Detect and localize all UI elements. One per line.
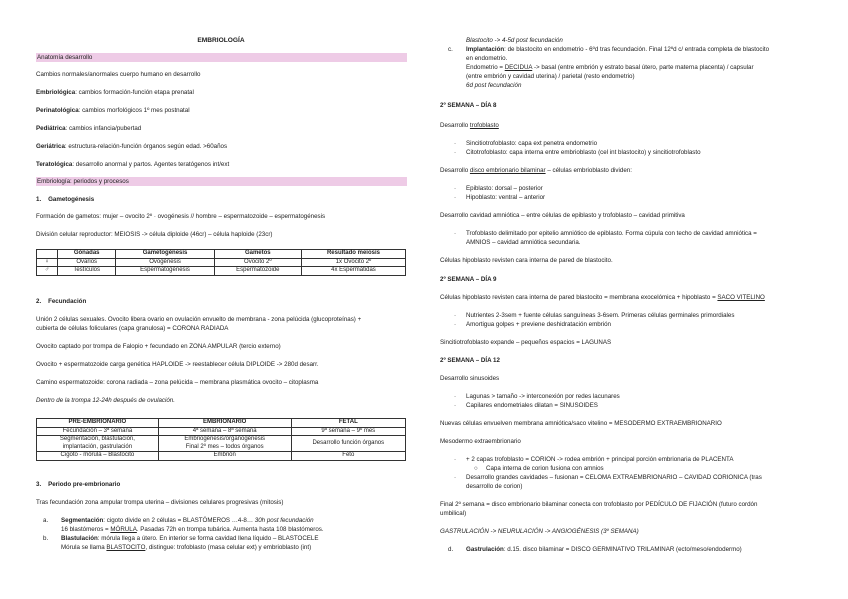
bullet-icon: · <box>454 194 457 201</box>
table-cell: Feto <box>291 452 405 461</box>
pediculo-paragraph-b: umbilical) <box>440 510 467 517</box>
blastocito-line: Blastocito -> 4-5d post fecundación <box>466 37 563 44</box>
item-c-line-3: Endometrio = DECIDUA -> basal (entre embrión y estrato basal útero, parte materna placenta) / capsular <box>466 64 754 71</box>
fecundacion-paragraph-1b: cubierta de células foliculares (capa granulosa) = CORONA RADIADA <box>36 325 229 332</box>
table-cell: 9ª semana – 9º mes <box>291 427 405 436</box>
bullet-icon: · <box>454 230 457 237</box>
sub-bullet-icon: ○ <box>474 465 478 472</box>
table-cell: Testículos <box>58 267 116 276</box>
table-header-row <box>37 419 406 428</box>
gametogenesis-paragraph-2: División celular reproductor: MEIOSIS -> célula diploide (46cr) – célula haploide (23cr) <box>36 231 273 238</box>
list-item: Sincitiotrofoblasto: capa ext penetra endometrio <box>466 140 598 147</box>
fecundacion-paragraph-1a: Unión 2 células sexuales. Ovocito libera ovario en ovulación envuelto de membrana - zona pelúcida (glucoproteínas) + <box>36 316 362 323</box>
definition-pediatrica: Pediátrica: cambios infancia/pubertad <box>36 125 142 132</box>
table-cell: Fecundación – 3ª semana <box>37 427 159 436</box>
trofoblasto-paragraph: Desarrollo trofoblasto <box>440 122 499 129</box>
female-symbol: ♀ <box>37 258 58 267</box>
bullet-icon: · <box>454 402 457 409</box>
section-gametogenesis-heading: 1. Gametogénesis <box>36 196 95 203</box>
table-cell: 4x Espermátidas <box>301 267 405 276</box>
item-c-line-5: 6d post fecundación <box>466 82 522 89</box>
list-item-continuation: desarrollo de corion) <box>466 483 523 490</box>
table-header: Gónadas <box>58 250 116 259</box>
gastrulacion-sequence: GASTRULACIÓN -> NEURULACIÓN -> ANGIOGÉNESIS (3º SEMANA) <box>440 528 639 535</box>
item-b-letter: b. <box>43 535 49 542</box>
sinusoides-paragraph: Desarrollo sinusoides <box>440 375 500 382</box>
table-cell: 4ª semana – 8ª semana <box>158 427 291 436</box>
table-header: Resultado meiosis <box>301 250 405 259</box>
definition-geriatrica: Geriátrica: estructura-relación-función órganos según edad. >60años <box>36 143 228 150</box>
table-row <box>37 452 406 461</box>
bullet-icon: · <box>454 312 457 319</box>
mesodermo-paragraph: Nuevas células envuelven membrana amniótica/saco vitelino = MESODERMO EXTRAEMBRIONARIO <box>440 420 722 427</box>
table-cell: Ovocito 2º <box>214 258 301 267</box>
section-preembrionario-heading: 3. Periodo pre-embrionario <box>36 481 121 488</box>
list-item: Epiblasto: dorsal – posterior <box>466 185 543 192</box>
item-c-letter: c. <box>448 46 453 53</box>
table-row <box>37 427 406 436</box>
table-header: EMBRIONARIO <box>158 419 291 428</box>
list-item: Citotrofoblasto: capa interna entre embrioblasto (cel int blastocito) y sincitiotrofoblasto <box>466 149 701 156</box>
item-d-gastrulacion: Gastrulación: d.15. disco bilaminar = DISCO GERMINATIVO TRILAMINAR (ecto/meso/endodermo) <box>466 546 742 553</box>
item-d-letter: d. <box>448 546 454 553</box>
fecundacion-paragraph-4: Camino espermatozoide: corona radiada – zona pelúcida – membrana plasmática ovocito – citoplasma <box>36 379 319 386</box>
week-2-day-8-heading: 2º SEMANA – DÍA 8 <box>440 102 497 109</box>
periods-table <box>36 418 406 461</box>
saco-vitelino-paragraph: Células hipoblasto revisten cara interna de pared blastocito = membrana exocelómica + hipoblasto = SACO VITELINO <box>440 294 765 301</box>
table-cell: Espermatozoide <box>214 267 301 276</box>
section-band-anatomia: Anatomía desarrollo <box>36 53 407 62</box>
fecundacion-paragraph-3: Ovocito + espermatozoide carga genética HAPLOIDE -> reestablecer célula DIPLOIDE -> 280d desarr. <box>36 361 319 368</box>
bullet-icon: · <box>454 149 457 156</box>
item-b-blastulacion: Blastulación: mórula llega a útero. En interior se forma cavidad llena líquido – BLASTOCELE <box>61 535 319 542</box>
list-item: Hipoblasto: ventral – anterior <box>466 194 546 201</box>
gametogenesis-table <box>36 249 406 276</box>
table-cell: Espermatogénesis <box>116 267 214 276</box>
item-c-line-4: (entre embrión y cavidad uterina) / parietal (resto endometrio) <box>466 73 635 80</box>
list-item: Desarrollo grandes cavidades – fusionan = CELOMA EXTRAEMBRIONARIO – CAVIDAD CORIONICA (tras <box>466 474 762 481</box>
table-row <box>37 258 406 267</box>
table-cell: Embriogénesis/organogénesis Final 2º mes – todos órganos <box>158 436 291 452</box>
item-a-line-2: 16 blastómeros = MÓRULA. Pasadas 72h en trompa tubárica. Aumenta hasta 108 blastómeros. <box>61 526 324 533</box>
hipoblasto-paragraph: Células hipoblasto revisten cara interna de pared de blastocito. <box>440 257 613 264</box>
item-a-letter: a. <box>43 517 49 524</box>
intro-text: Cambios normales/anormales cuerpo humano en desarrollo <box>36 71 201 78</box>
preembrionario-paragraph: Tras fecundación zona ampular trompa uterina – divisiones celulares progresivas (mitosis) <box>36 499 284 506</box>
section-fecundacion-heading: 2. Fecundación <box>36 298 87 305</box>
item-c-line-2: en endometrio. <box>466 55 508 62</box>
week-2-day-9-heading: 2º SEMANA – DÍA 9 <box>440 276 497 283</box>
list-item: + 2 capas trofoblasto = CORION -> rodea embrión + principal porción embrionaria de PLACENTA <box>466 456 734 463</box>
table-header: Gametos <box>214 250 301 259</box>
fecundacion-paragraph-2: Ovocito captado por trompa de Falopio + fecundado en ZONA AMPULAR (tercio externo) <box>36 343 281 350</box>
item-b-line-2: Mórula se llama BLASTOCITO, distingue: trofoblasto (masa celular ext) y embrioblasto (int) <box>61 544 312 551</box>
bullet-icon: · <box>454 321 457 328</box>
list-item: Trofoblasto delimitado por epitelio amniótico de epiblasto. Forma cúpula con techo de cavidad amniótica = <box>466 230 757 237</box>
bullet-icon: · <box>454 140 457 147</box>
table-cell: Desarrollo función órganos <box>291 436 405 452</box>
table-header-row <box>37 250 406 259</box>
bullet-icon: · <box>454 393 457 400</box>
list-item: Capilares endometriales dilatan = SINUSOIDES <box>466 402 598 409</box>
list-item: Nutrientes 2-3sem + fuente células sanguíneas 3-6sem. Primeras células germinales primordiales <box>466 312 735 319</box>
sub-list-item: Capa interna de corion fusiona con amnios <box>486 465 604 472</box>
bullet-icon: · <box>454 474 457 481</box>
definition-embriologica: Embriológica: cambios formación-función etapa prenatal <box>36 89 194 96</box>
list-item: Amortigua golpes + previene deshidratación embrión <box>466 321 611 328</box>
fecundacion-paragraph-5: Dentro de la trompa 12-24h después de ovulación. <box>36 397 175 404</box>
item-c-implantacion: Implantación: de blastocito en endometrio - 6ºd tras fecundación. Final 12ºd c/ entrada completa de blastocito <box>466 46 770 53</box>
document-title: EMBRIOLOGÍA <box>197 37 245 44</box>
table-cell: Ovarios <box>58 258 116 267</box>
table-header: PRE-EMBRIONARIO <box>37 419 159 428</box>
bullet-icon: · <box>454 185 457 192</box>
cavidad-amniotica-paragraph: Desarrollo cavidad amniótica – entre células de epiblasto y trofoblasto – cavidad primitiva <box>440 212 685 219</box>
table-row <box>37 436 406 452</box>
table-row <box>37 267 406 276</box>
definition-teratologica: Teratológica: desarrollo anormal y partos. Agentes teratógenos int/ext <box>36 161 230 168</box>
section-band-periodos: Embriología: periodos y procesos <box>36 177 407 186</box>
table-cell: Embrión <box>158 452 291 461</box>
disco-bilaminar-paragraph: Desarrollo disco embrionario bilaminar – células embrioblasto dividen: <box>440 167 632 174</box>
male-symbol: ♂ <box>37 267 58 276</box>
table-header: FETAL <box>291 419 405 428</box>
mesodermo-extra-label: Mesodermo extraembrionario <box>440 438 521 445</box>
table-cell: Segmentación, blastulación, implantación, gastrulación <box>37 436 159 452</box>
table-cell: 1x Ovocito 2º <box>301 258 405 267</box>
gametogenesis-paragraph-1: Formación de gametos: mujer – ovocito 2º · ovogénesis // hombre – espermatozoide – espermatogénesis <box>36 213 326 220</box>
table-header: Gametogénesis <box>116 250 214 259</box>
pediculo-paragraph-a: Final 2º semana = disco embrionario bilaminar conecta con trofoblasto por PEDÍCULO DE FIJACIÓN (futuro cordón <box>440 501 758 508</box>
bullet-icon: · <box>454 456 457 463</box>
item-a-segmentacion: Segmentación: cigoto divide en 2 células = BLASTÓMEROS …4-8… 30h post fecundación <box>61 517 314 524</box>
table-cell: Ovogénesis <box>116 258 214 267</box>
list-item: Lagunas > tamaño -> interconexión por redes lacunares <box>466 393 620 400</box>
definition-perinatologica: Perinatológica: cambios morfológicos 1º mes postnatal <box>36 107 190 114</box>
table-cell: Cigoto - mórula – Blastocito <box>37 452 159 461</box>
week-2-day-12-heading: 2º SEMANA – DÍA 12 <box>440 357 500 364</box>
lagunas-paragraph: Sincitiotrofoblasto expande – pequeños espacios = LAGUNAS <box>440 339 612 346</box>
list-item-continuation: AMNIOS – cavidad amniótica secundaria. <box>466 239 581 246</box>
